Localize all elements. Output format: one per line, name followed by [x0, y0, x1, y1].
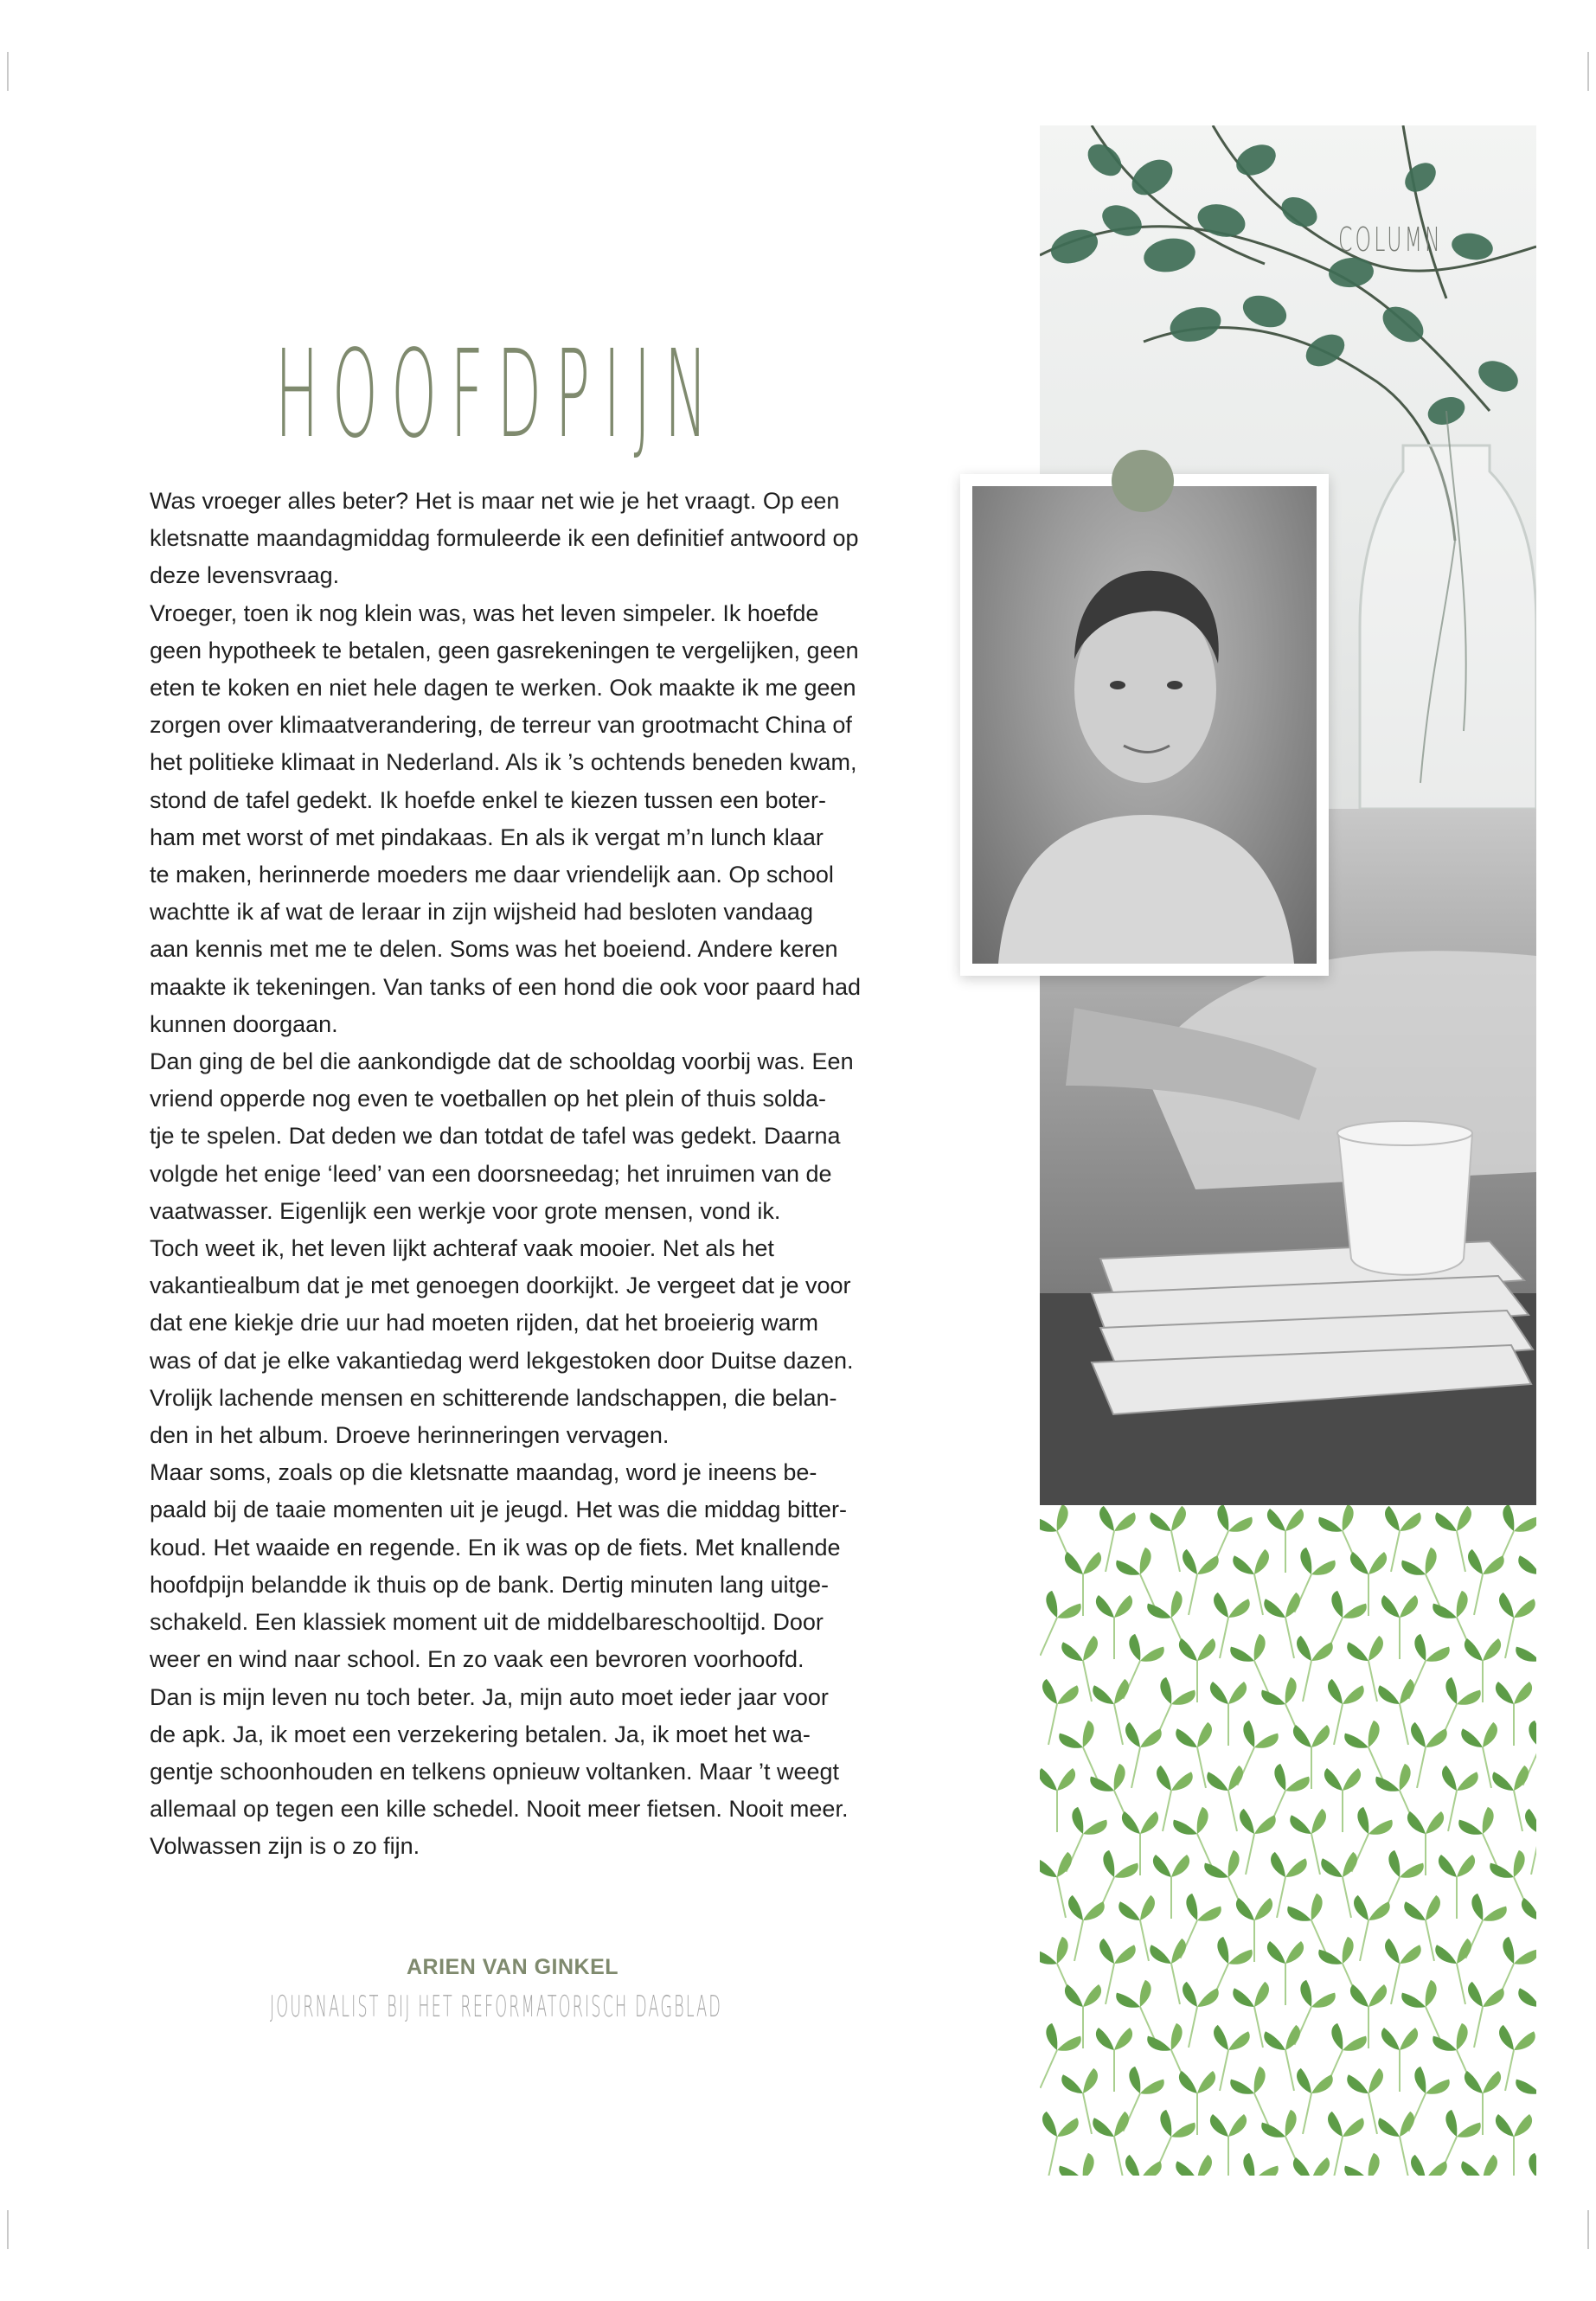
- article-line: vakantiealbum dat je met genoegen doorkijkt. Je vergeet dat je voor: [150, 1272, 851, 1299]
- article-line: kletsnatte maandagmiddag formuleerde ik een definitief antwoord op: [150, 525, 859, 552]
- leaf-motif: [1259, 2109, 1319, 2176]
- article-line: allemaal op tegen een kille schedel. Nooit meer fietsen. Nooit meer.: [150, 1796, 849, 1823]
- article-line: gentje schoonhouden en telkens opnieuw voltanken. Maar ’t weegt: [150, 1758, 840, 1785]
- leaf-motif: [1350, 1984, 1387, 2048]
- leaf-motif: [1392, 1633, 1452, 1707]
- leaf-motif: [1221, 2152, 1280, 2176]
- leaf-motif: [1122, 1811, 1158, 1875]
- leaf-motif: [1065, 1552, 1101, 1616]
- leaf-motif: [1163, 1893, 1223, 1966]
- crop-mark-top-right: [1587, 52, 1589, 91]
- leaf-motif: [1293, 1725, 1330, 1789]
- article-line: koud. Het waaide en regende. En ik was op de fiets. Met knallende: [150, 1534, 841, 1561]
- leaf-motif: [1236, 1898, 1272, 1962]
- article-line: Dan is mijn leven nu toch beter. Ja, mijn auto moet ieder jaar voor: [150, 1683, 829, 1710]
- article-line: was of dat je elke vakantiedag werd lekgestoken door Duitse dazen.: [150, 1347, 854, 1374]
- leaf-motif: [1278, 1547, 1337, 1620]
- leaf-pattern-illustration: [1040, 1505, 1536, 2176]
- article-line: volgde het enige ‘leed’ van een doorsneedag; het inruimen van de: [150, 1160, 832, 1187]
- article-line: aan kennis met me te delen. Soms was het boeiend. Andere keren: [150, 936, 838, 963]
- article-line: kunnen doorgaan.: [150, 1010, 338, 1037]
- article-line: geen hypotheek te betalen, geen gasrekeningen te vergelijken, geen: [150, 637, 859, 663]
- leaf-motif: [1350, 1552, 1387, 1616]
- leaf-motif: [1439, 1855, 1475, 1919]
- article-line: maakte ik tekeningen. Van tanks of een hond die ook voor paard had: [150, 973, 862, 1000]
- article-line: weer en wind naar school. En zo vaak een bevroren voorhoofd.: [150, 1646, 804, 1673]
- leaf-motif: [1496, 2114, 1532, 2176]
- crop-mark-top-left: [7, 52, 9, 91]
- leaf-motif: [1460, 2154, 1509, 2176]
- article-line: wachtte ik af wat de leraar in zijn wijsheid had besloten vandaag: [150, 899, 813, 926]
- pin-dot: [1112, 450, 1174, 512]
- leaf-motif: [1423, 2109, 1483, 2176]
- article-line: de apk. Ja, ik moet een verzekering betalen. Ja, ik moet het wa-: [150, 1721, 811, 1747]
- leaf-motif: [1392, 2066, 1452, 2139]
- article-line: ham met worst of met pindakaas. En als ik vergat m’n lunch klaar: [150, 824, 824, 850]
- leaf-motif: [1096, 2028, 1132, 2092]
- leaf-motif: [1179, 1638, 1215, 1702]
- leaf-motif: [1049, 1806, 1109, 1880]
- article-line: Was vroeger alles beter? Het is maar net wie je het vraagt. Op een: [150, 488, 840, 514]
- article-line: Volwassen zijn is o zo fijn.: [150, 1833, 420, 1860]
- leaf-motif: [1106, 2066, 1166, 2139]
- article-line: paald bij de taaie momenten uit je jeugd. Het was die middag bitter-: [150, 1497, 847, 1523]
- leaf-motif: [1267, 1509, 1304, 1573]
- author-role: JOURNALIST BIJ HET REFORMATORISCH DAGBLAD: [270, 1990, 722, 2024]
- article-line: deze levensvraag.: [150, 562, 340, 589]
- author-name: ARIEN VAN GINKEL: [407, 1955, 619, 1979]
- leaf-motif: [1065, 1984, 1101, 2048]
- leaf-motif: [1335, 1806, 1394, 1880]
- article-line: Vrolijk lachende mensen en schitterende landschappen, die belan-: [150, 1384, 837, 1411]
- leaf-motif: [1179, 2071, 1215, 2135]
- article-line: hoofdpijn belandde ik thuis op de bank. Dertig minuten lang uitge-: [150, 1571, 830, 1598]
- leaf-motif: [1449, 1893, 1509, 1966]
- leaf-motif: [1465, 1638, 1501, 1702]
- article-line: vaatwasser. Eigenlijk een werkje voor grote mensen, vond ik.: [150, 1197, 781, 1224]
- leaf-motif: [1138, 2109, 1197, 2176]
- article-line: Dan ging de bel die aankondigde dat de schooldag voorbij was. Een: [150, 1048, 854, 1075]
- page-title: HOOFDPIJN: [275, 324, 721, 465]
- leaf-motif: [1381, 1595, 1418, 1659]
- leaf-motif: [1381, 2028, 1418, 2092]
- leaf-motif: [1040, 1936, 1091, 2009]
- leaf-motif: [1465, 2071, 1501, 2135]
- leaf-motif: [1106, 1633, 1166, 1707]
- article-line: den in het album. Droeve herinneringen vervagen.: [150, 1422, 670, 1449]
- leaf-motif: [1057, 2152, 1117, 2176]
- article-line: zorgen over klimaatverandering, de terreur van grootmacht China of: [150, 712, 852, 739]
- leaf-motif: [1210, 2114, 1247, 2176]
- article-line: te maken, herinnerde moeders me daar vriendelijk aan. Op school: [150, 862, 834, 888]
- section-label: COLUMN: [1338, 221, 1443, 259]
- article-body: [150, 483, 928, 1866]
- article-line: tje te spelen. Dat deden we dan totdat de tafel was gedekt. Daarna: [150, 1123, 841, 1150]
- leaf-motif: [1221, 1720, 1280, 1793]
- leaf-motif: [1407, 1811, 1444, 1875]
- leaf-motif: [1293, 2157, 1330, 2176]
- green-leaf-pattern: [1040, 1505, 1536, 2176]
- portrait-illustration: [972, 486, 1317, 964]
- article-line: vriend opperde nog even te voetballen op het plein of thuis solda-: [150, 1086, 827, 1112]
- article-line: Vroeger, toen ik nog klein was, was het leven simpeler. Ik hoefde: [150, 599, 819, 626]
- leaf-motif: [1343, 2152, 1402, 2176]
- leaf-motif: [1175, 2154, 1224, 2176]
- leaf-motif: [1324, 1768, 1361, 1832]
- leaf-motif: [1040, 1505, 1091, 1576]
- article-line: stond de tafel gedekt. Ik hoefde enkel te kiezen tussen een boter-: [150, 786, 827, 813]
- leaf-motif: [1506, 2152, 1536, 2176]
- crop-mark-bottom-right: [1587, 2210, 1589, 2249]
- leaf-motif: [1040, 1768, 1075, 1832]
- crop-mark-bottom-left: [7, 2210, 9, 2249]
- leaf-motif: [1210, 1682, 1247, 1746]
- article-line: Toch weet ik, het leven lijkt achteraf vaak mooier. Net als het: [150, 1235, 774, 1262]
- leaf-motif: [1153, 1855, 1189, 1919]
- leaf-motif: [1267, 1941, 1304, 2005]
- leaf-motif: [1096, 1595, 1132, 1659]
- portrait-photo-frame: [960, 474, 1329, 976]
- article-line: schakeld. Een klassiek moment uit de middelbareschooltijd. Door: [150, 1609, 824, 1636]
- leaf-motif: [1496, 1682, 1532, 1746]
- leaf-motif: [1278, 1979, 1337, 2053]
- article-line: het politieke klimaat in Nederland. Als ik ’s ochtends beneden kwam,: [150, 749, 857, 776]
- article-line: dat ene kiekje drie uur had moeten rijden, dat het broeierig warm: [150, 1310, 818, 1336]
- article-line: Maar soms, zoals op die kletsnatte maandag, word je ineens be-: [150, 1459, 817, 1486]
- article-line: eten te koken en niet hele dagen te werken. Ook maakte ik me geen: [150, 675, 856, 702]
- author-portrait-photo: [972, 486, 1317, 964]
